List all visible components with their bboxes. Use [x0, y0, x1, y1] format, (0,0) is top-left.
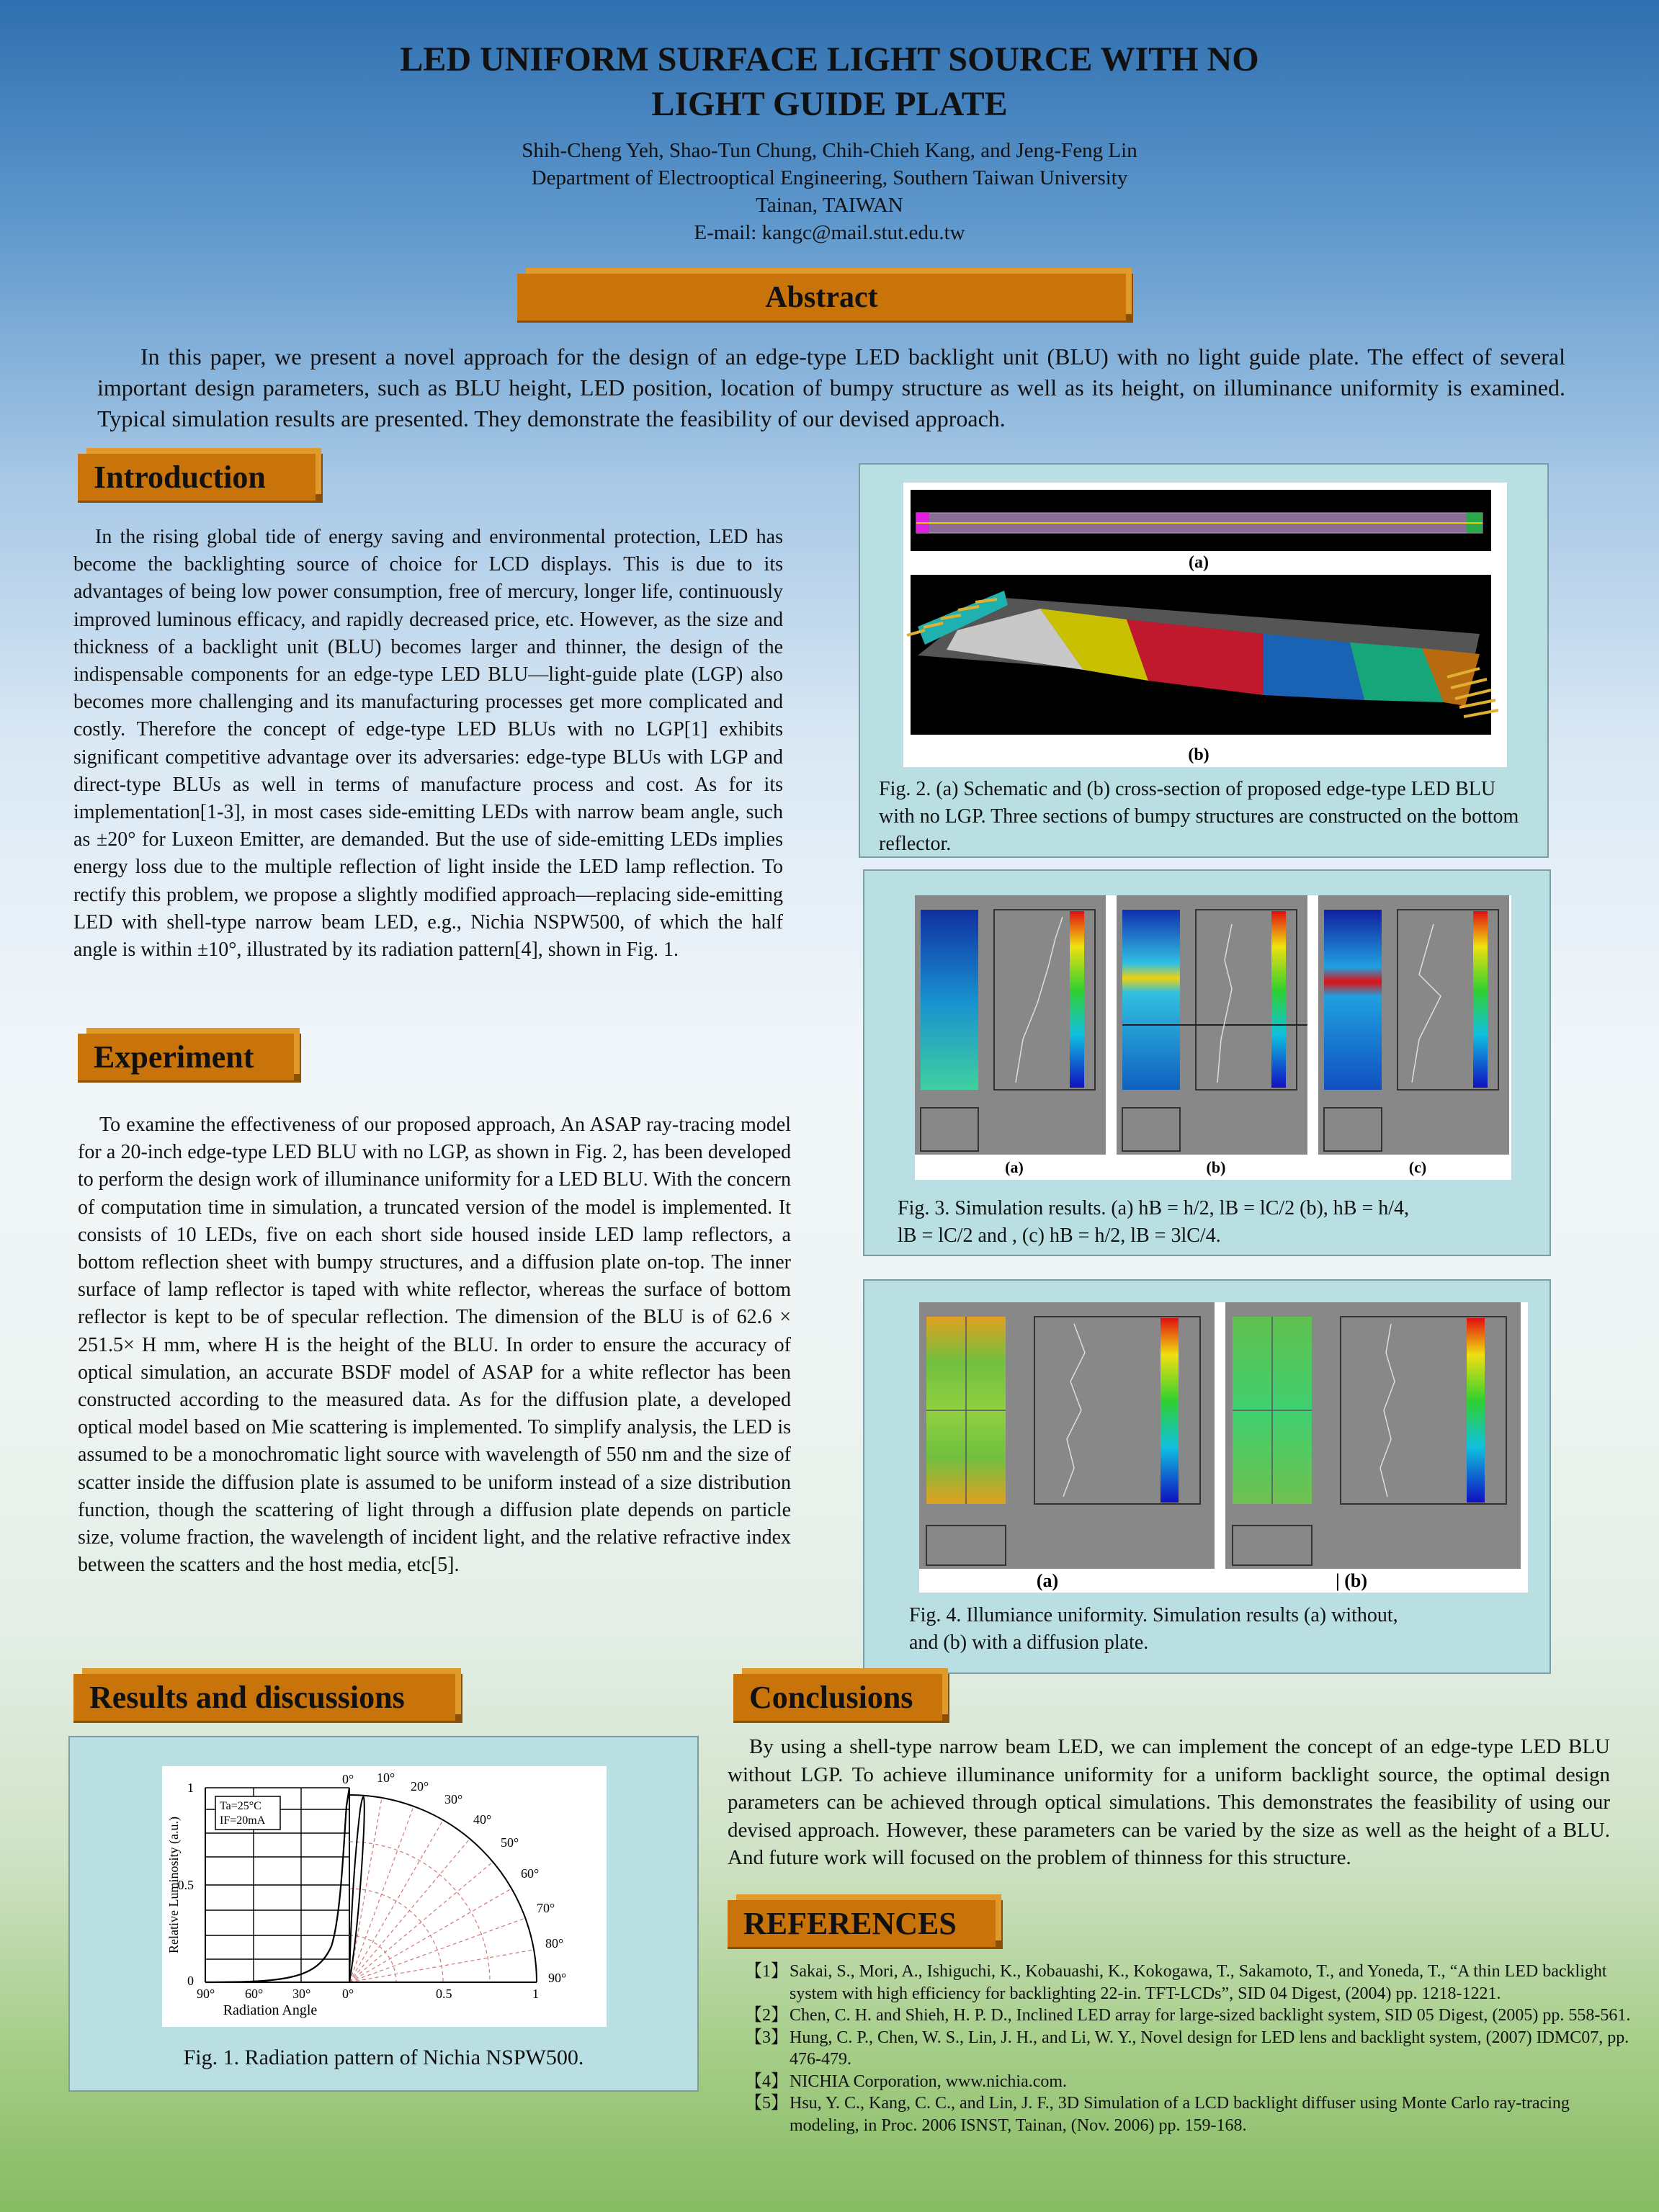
reference-item — [745, 1961, 1638, 2005]
fig1-xtick-30: 30° — [292, 1987, 311, 2001]
fig1-polar-80: 80° — [545, 1936, 564, 1951]
fig1-polar-60: 60° — [521, 1866, 540, 1881]
fig1-polar-30: 30° — [444, 1792, 463, 1806]
fig3-panel — [863, 869, 1551, 1256]
fig1-polar-10: 10° — [377, 1770, 395, 1785]
department: Department of Electrooptical Engineering, Southern Taiwan University — [531, 166, 1128, 189]
references-heading: REFERENCES — [728, 1900, 996, 1949]
fig2-label-a: (a) — [1189, 553, 1209, 572]
reference-item — [745, 2027, 1638, 2071]
fig2-caption: Fig. 2. (a) Schematic and (b) cross-section of proposed edge-type LED BLU with no LGP. Three sections of bumpy structures are constructed on the bottom reflector. — [879, 778, 1519, 855]
radiation-pattern-svg — [162, 1766, 607, 2027]
email: E-mail: kangc@mail.stut.edu.tw — [694, 221, 965, 244]
fig1-ytick-0: 0 — [187, 1974, 194, 1988]
fig3-image — [915, 895, 1511, 1180]
conclusions-heading: Conclusions — [733, 1674, 942, 1723]
reference-number: 【1】 — [745, 1962, 788, 1981]
fig1-legend-ta: Ta=25°C — [220, 1800, 261, 1812]
reference-text: NICHIA Corporation, www.nichia.com. — [790, 2072, 1068, 2091]
location: Tainan, TAIWAN — [756, 194, 903, 217]
fig1-legend-if: IF=20mA — [220, 1814, 266, 1827]
author-block — [0, 137, 1659, 246]
fig1-xtick-60: 60° — [245, 1987, 264, 2001]
experiment-text — [78, 1111, 791, 1579]
reference-text: Sakai, S., Mori, A., Ishiguchi, K., Kobauashi, K., Kokogawa, T., Sakamoto, T., and Yoneda, T., “A thin LED backlight system with high efficiency for backlighting 22-in. TFT-LCDs”, SID 04 Digest, (2004) pp. 1218-1221. — [790, 1962, 1607, 2003]
abstract-paragraph: In this paper, we present a novel approach for the design of an edge-type LED backlight unit (BLU) with no light guide plate. The effect of several important design parameters, such as BLU height, LED position, location of bumpy structure as well as its height, on illuminance uniformity is examined. Typical simulation results are presented. They demonstrate the feasibility of our devised approach. — [97, 344, 1565, 431]
introduction-paragraph: In the rising global tide of energy saving and environmental protection, LED has become the backlighting source of choice for LCD displays. This is due to its advantages of being low power consumption, free of mercury, longer life, continuously improved luminous efficacy, and rapidly decreased price, etc. However, as the size and thickness of a backlight unit (BLU) becomes larger and thinner, the design of the indispensable components for an edge-type LED BLU—light-guide plate (LGP) also becomes more challenging and its manufacturing processes get more complicated and costly. Therefore the concept of edge-type LED BLUs with no LGP[1] exhibits significant competitive advantage over its adversaries: edge-type BLUs with LGP and direct-type BLUs as well in terms of manufacture process and cost. As for its implementation[1-3], in most cases side-emitting LEDs with narrow beam angle, such as ±20° for Luxeon Emitter, are demanded. But the use of side-emitting LEDs implies energy loss due to the multiple reflection of light inside the LED lamp reflection. To rectify this problem, we propose a slightly modified approach—replacing side-emitting LED with shell-type narrow beam LED, e.g., Nichia NSPW500, of which the half angle is within ±10°, illustrated by its radiation pattern[4], shown in Fig. 1. — [73, 526, 783, 962]
fig3-label-c: (c) — [1408, 1158, 1427, 1176]
fig4-caption-line1: Fig. 4. Illumiance uniformity. Simulation results (a) without, — [909, 1604, 1398, 1626]
reference-text: Chen, C. H. and Shieh, H. P. D., Inclined LED array for large-sized backlight system, SID 05 Digest, (2005) pp. 558-561. — [790, 2006, 1631, 2025]
fig3-caption — [898, 1195, 1546, 1250]
fig2-panel — [859, 463, 1549, 858]
reference-text: Hsu, Y. C., Kang, C. C., and Lin, J. F., 3D Simulation of a LCD backlight diffuser using Monte Carlo ray-tracing modeling, in Proc. 2006 ISNST, Tainan, (Nov. 2006) pp. 159-168. — [790, 2094, 1570, 2135]
fig1-xlabel: Radiation Angle — [223, 2002, 318, 2018]
abstract-text — [97, 341, 1565, 434]
fig1-xtick-1: 1 — [532, 1987, 539, 2001]
fig4-label-b: | (b) — [1335, 1570, 1368, 1591]
reference-item — [745, 2005, 1638, 2027]
fig1-ytick-1: 1 — [187, 1781, 194, 1795]
results-heading: Results and discussions — [73, 1674, 455, 1723]
references-list — [745, 1961, 1638, 2136]
fig4-panel — [863, 1279, 1551, 1674]
poster-title — [0, 37, 1659, 127]
experiment-paragraph: To examine the effectiveness of our proposed approach, An ASAP ray-tracing model for a 20-inch edge-type LED BLU with no LGP, as shown in Fig. 2, has been developed to perform the design work of illuminance uniformity for a LED BLU. With the concern of computation time in simulation, a truncated version of the model is implemented. It consists of 10 LEDs, five on each short side housed inside LED lamp reflectors, a bottom reflection sheet with bumpy structures, and a diffusion plate on-top. The inner surface of lamp reflector is taped with white reflector, whereas the surface of bottom reflector is kept to be of specular reflection. The dimension of the BLU is of 62.6 × 251.5× H mm, where H is the height of the BLU. In order to ensure the accuracy of optical simulation, an accurate BSDF model of ASAP for a white reflector has been constructed according to the measured data. As for the diffusion plate, a developed optical model based on Mie scattering is implemented. To simplify analysis, the LED is assumed to be a monochromatic light source with wavelength of 550 nm and the size of scatter inside the diffusion plate is assumed to be uniform instead of a size distribution function, though the scattering of light through a diffusion plate depends on particle size, volume fraction, the wavelength of incident light, and the relative refractive index between the scatters and the host media, etc[5]. — [78, 1114, 791, 1577]
reference-number: 【5】 — [745, 2094, 788, 2113]
fig1-polar-90: 90° — [548, 1971, 567, 1985]
authors: Shih-Cheng Yeh, Shao-Tun Chung, Chih-Chieh Kang, and Jeng-Feng Lin — [522, 139, 1137, 162]
reference-number: 【2】 — [745, 2006, 788, 2025]
introduction-text — [73, 524, 783, 964]
experiment-heading: Experiment — [78, 1034, 294, 1083]
fig2-svg — [903, 483, 1507, 767]
abstract-heading: Abstract — [517, 274, 1126, 323]
fig4-caption-line2: and (b) with a diffusion plate. — [909, 1631, 1149, 1654]
title-line-1: LED UNIFORM SURFACE LIGHT SOURCE WITH NO — [400, 40, 1259, 79]
fig1-xtick-90: 90° — [197, 1987, 215, 2001]
fig1-polar-50: 50° — [501, 1835, 519, 1850]
conclusions-text — [728, 1733, 1610, 1872]
conclusions-paragraph: By using a shell-type narrow beam LED, we can implement the concept of an edge-type LED BLU without LGP. To achieve illuminance uniformity for a uniform backlight source, the optimal design parameters can be achieved through optical simulations. This demonstrates the feasibility of using our devised approach. However, these parameters can be varied by the size as well as the height of a BLU. And future work will focused on the problem of thinness for this structure. — [728, 1735, 1610, 1869]
fig4-svg — [919, 1302, 1528, 1593]
fig3-label-b: (b) — [1206, 1158, 1226, 1176]
fig1-polar-40: 40° — [473, 1812, 492, 1827]
reference-number: 【4】 — [745, 2072, 788, 2091]
fig3-caption-line2: lB = lC/2 and , (c) hB = h/2, lB = 3lC/4. — [898, 1224, 1221, 1247]
reference-text: Hung, C. P., Chen, W. S., Lin, J. H., and Li, W. Y., Novel design for LED lens and backlight system, (2007) IDMC07, pp. 476-479. — [790, 2028, 1629, 2069]
reference-item — [745, 2092, 1638, 2136]
fig1-radiation-pattern — [162, 1766, 607, 2027]
fig1-ylabel: Relative Luminosity (a.u.) — [166, 1817, 181, 1953]
title-line-2: LIGHT GUIDE PLATE — [651, 85, 1008, 123]
fig2-image — [903, 483, 1507, 767]
fig3-label-a: (a) — [1005, 1158, 1024, 1176]
fig2-label-b: (b) — [1188, 745, 1209, 764]
fig1-caption: Fig. 1. Radiation pattern of Nichia NSPW500. — [183, 2046, 584, 2069]
fig1-panel — [68, 1736, 699, 2092]
fig4-caption — [909, 1602, 1543, 1657]
fig1-xtick-05: 0.5 — [436, 1987, 452, 2001]
fig4-image — [919, 1302, 1528, 1593]
fig1-polar-70: 70° — [537, 1901, 555, 1915]
fig1-polar-0: 0° — [342, 1772, 354, 1786]
fig3-svg — [915, 895, 1511, 1180]
fig1-ytick-05: 0.5 — [177, 1878, 194, 1892]
fig3-caption-line1: Fig. 3. Simulation results. (a) hB = h/2, lB = lC/2 (b), hB = h/4, — [898, 1197, 1410, 1219]
fig1-xtick-0: 0° — [342, 1987, 354, 2001]
reference-number: 【3】 — [745, 2028, 788, 2047]
fig4-label-a: (a) — [1036, 1570, 1059, 1591]
introduction-heading: Introduction — [78, 454, 316, 503]
reference-item — [745, 2071, 1638, 2093]
fig1-polar-20: 20° — [411, 1779, 429, 1794]
